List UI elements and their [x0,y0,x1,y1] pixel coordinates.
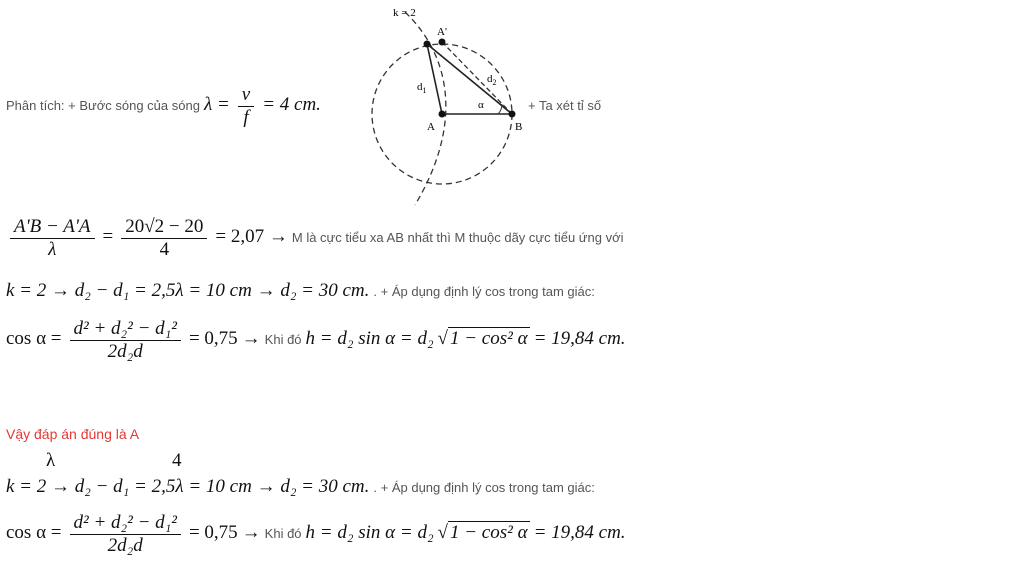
point-a-prime-dot [424,41,431,48]
lambda-lhs: λ = [203,94,230,116]
k-expression: k = 2 → d₂ − d₁ = 2,5λ = 10 cm → d₂ = 30 cm. [6,280,370,301]
cos-value: = 0,75 [188,328,238,350]
ratio-frac-2 [121,216,207,261]
lambda-rhs: = 4 cm. [262,94,321,116]
point-b-dot [509,111,516,118]
cos-line-repeat [6,512,626,557]
k-expression-repeat: k = 2 → d₂ − d₁ = 2,5λ = 10 cm → d₂ = 30 cm. [6,476,370,497]
analysis-lead: Phân tích: + Bước sóng của sóng [6,98,200,114]
v-over-f [238,84,254,129]
h-value: = 19,84 cm. [533,328,626,350]
cos-num-repeat: d² + d₂² − d₁² [70,512,181,535]
ratio-num: A'B − A'A [10,216,95,239]
h-expression-repeat: h = d₂ sin α = d₂ [305,522,434,544]
ratio-note: M là cực tiểu xa AB nhất thì M thuộc dãy cực tiểu ứng với [291,230,624,246]
h-expression: h = d₂ sin α = d₂ [305,328,434,350]
point-a2-dot [439,39,446,46]
consider-ratio: + Ta xét tỉ số [528,98,602,113]
label-alpha: α [478,99,484,111]
repeat-lambda: λ [46,450,56,471]
point-a-dot [439,111,446,118]
cos-frac [70,318,181,363]
cos-num: d² + d₂² − d₁² [70,318,181,341]
k-line [6,280,595,302]
analysis-line [6,84,321,129]
label-a-prime: A' [437,26,447,38]
cos-lhs: cos α = [6,328,62,350]
sqrt-sign-repeat: √ [437,522,448,544]
k-note-repeat: . + Áp dụng định lý cos trong tam giác: [373,480,595,495]
label-d2: $d_2$ [487,73,497,87]
repeat-four: 4 [172,450,182,471]
label-a: A [427,121,435,133]
k-note: . + Áp dụng định lý cos trong tam giác: [373,284,595,299]
cos-arrow: → [241,328,261,350]
label-b: B [515,121,523,133]
cos-value-repeat: = 0,75 [188,522,238,544]
sqrt-body: 1 − cos² α [449,328,528,350]
ratio-line: $\frac{A'B - A'A}{\lambda}$ = $\frac{20√2 - 20}{4}$ = 2,07 → M là cực tiểu xa AB nhất thì M thuộc dãy cực tiểu ứng với [6,216,624,261]
ratio-frac-1 [10,216,95,261]
k-label: k = 2 [393,7,416,19]
sqrt-sign: √ [437,328,448,350]
cos-note: Khi đó [264,332,302,348]
h-value-repeat: = 19,84 cm. [533,522,626,544]
geometry-diagram [365,0,525,210]
ratio-den: λ [48,239,57,260]
answer-text: Vậy đáp án đúng là A [6,426,140,442]
ratio-den2: 4 [159,239,170,260]
label-d1: $d_1$ [417,81,427,95]
ratio-result: = 2,07 → [215,226,288,248]
cos-line [6,318,626,363]
ratio-num2: 20√2 − 20 [121,216,207,239]
k-line-repeat [6,476,595,498]
frac-num: v [238,84,254,107]
frac-den: f [243,107,249,128]
cos-den-repeat: 2d₂d [107,535,143,556]
cos-note-repeat: Khi đó [264,526,302,542]
cos-lhs-repeat: cos α = [6,522,62,544]
cos-arrow-repeat: → [241,522,261,544]
cos-den: 2d₂d [107,341,143,362]
cos-frac-repeat [70,512,181,557]
sqrt-body-repeat: 1 − cos² α [449,522,528,544]
